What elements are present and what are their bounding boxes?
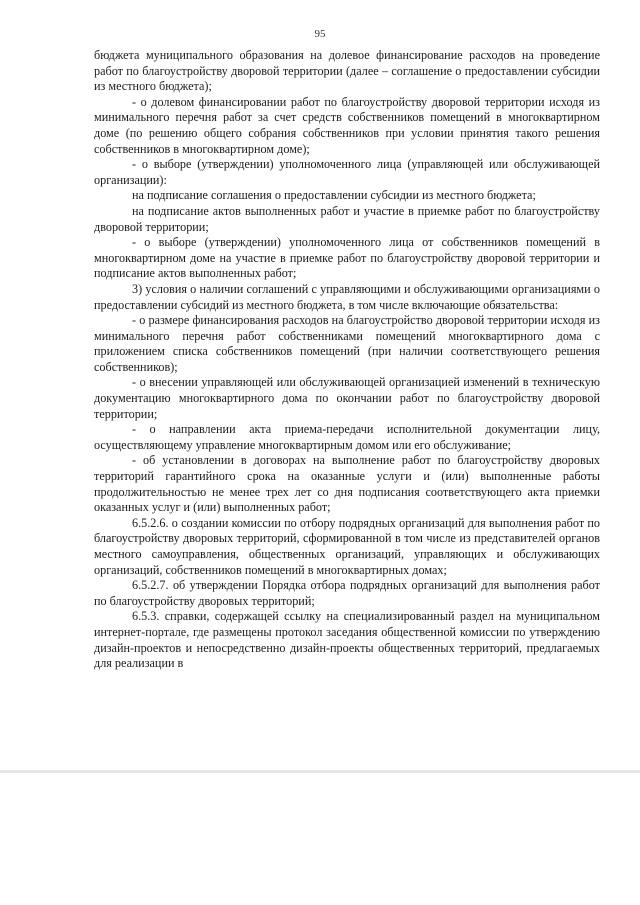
paragraph-4: на подписание актов выполненных работ и участие в приемке работ по благоустройству дворовой территории; [94,203,600,234]
paragraph-12: 6.5.2.7. об утверждении Порядка отбора подрядных организаций для выполнения работ по благоустройству дворовых территорий; [94,578,600,608]
paragraph-5: - о выборе (утверждении) уполномоченного лица от собственников помещений в многоквартирном доме на участие в приемке работ по благоустройству дворовой территории и подписание актов выполненных работ; [94,235,600,281]
paragraph-2: - о выборе (утверждении) уполномоченного лица (управляющей или обслуживающей организации): [94,157,600,187]
paragraph-9: - о направлении акта приема-передачи исполнительной документации лицу, осуществляющему управление многоквартирным домом или его обслуживание; [94,422,600,452]
paragraph-6: 3) условия о наличии соглашений с управляющими и обслуживающими организациями о предоставлении субсидий из местного бюджета, в том числе включающие обязательства: [94,281,600,312]
paragraph-7: - о размере финансирования расходов на благоустройство дворовой территории исходя из минимального перечня работ собственниками помещений многоквартирного дома с приложением списка собственников помещений (при наличии соответствующего решения собственников); [94,313,600,374]
paragraph-13: 6.5.3. справки, содержащей ссылку на специализированный раздел на муниципальном интернет-портале, где размещены протокол заседания общественной комиссии по утверждению дизайн-проектов и непосредственно дизайн-проекты общественных территорий, предлагаемых для реализации в [94,609,600,671]
paragraph-11: 6.5.2.6. о создании комиссии по отбору подрядных организаций для выполнения работ по благоустройству дворовых территорий, сформированной в том числе из представителей органов местного самоуправления, общественных организаций, управляющих и обслуживающих организаций, собственников помещений в многоквартирных домах; [94,515,600,577]
paragraph-3: на подписание соглашения о предоставлении субсидии из местного бюджета; [132,188,536,203]
page-number: 95 [314,28,326,40]
page-edge [0,770,640,773]
paragraph-0: бюджета муниципального образования на долевое финансирование расходов на проведение работ по благоустройству дворовой территории (далее – соглашение о предоставлении субсидии из местного бюджета); [94,48,600,94]
document-body [94,48,600,672]
paragraph-8: - о внесении управляющей или обслуживающей организацией изменений в техническую документацию многоквартирного дома по окончании работ по благоустройству дворовой территории; [94,375,600,421]
paragraph-10: - об установлении в договорах на выполнение работ по благоустройству дворовых территорий гарантийного срока на оказанные услуги и (или) выполненные работы продолжительностью не менее трех лет со дня подписания соответствующего акта приемки оказанных услуг и (или) выполненных работ; [94,453,600,515]
paragraph-1: - о долевом финансировании работ по благоустройству дворовой территории исходя из минимального перечня работ за счет средств собственников помещений в многоквартирном доме (по решению общего собрания собственников при условии принятия такого решения собственников в многоквартирном доме); [94,94,600,156]
